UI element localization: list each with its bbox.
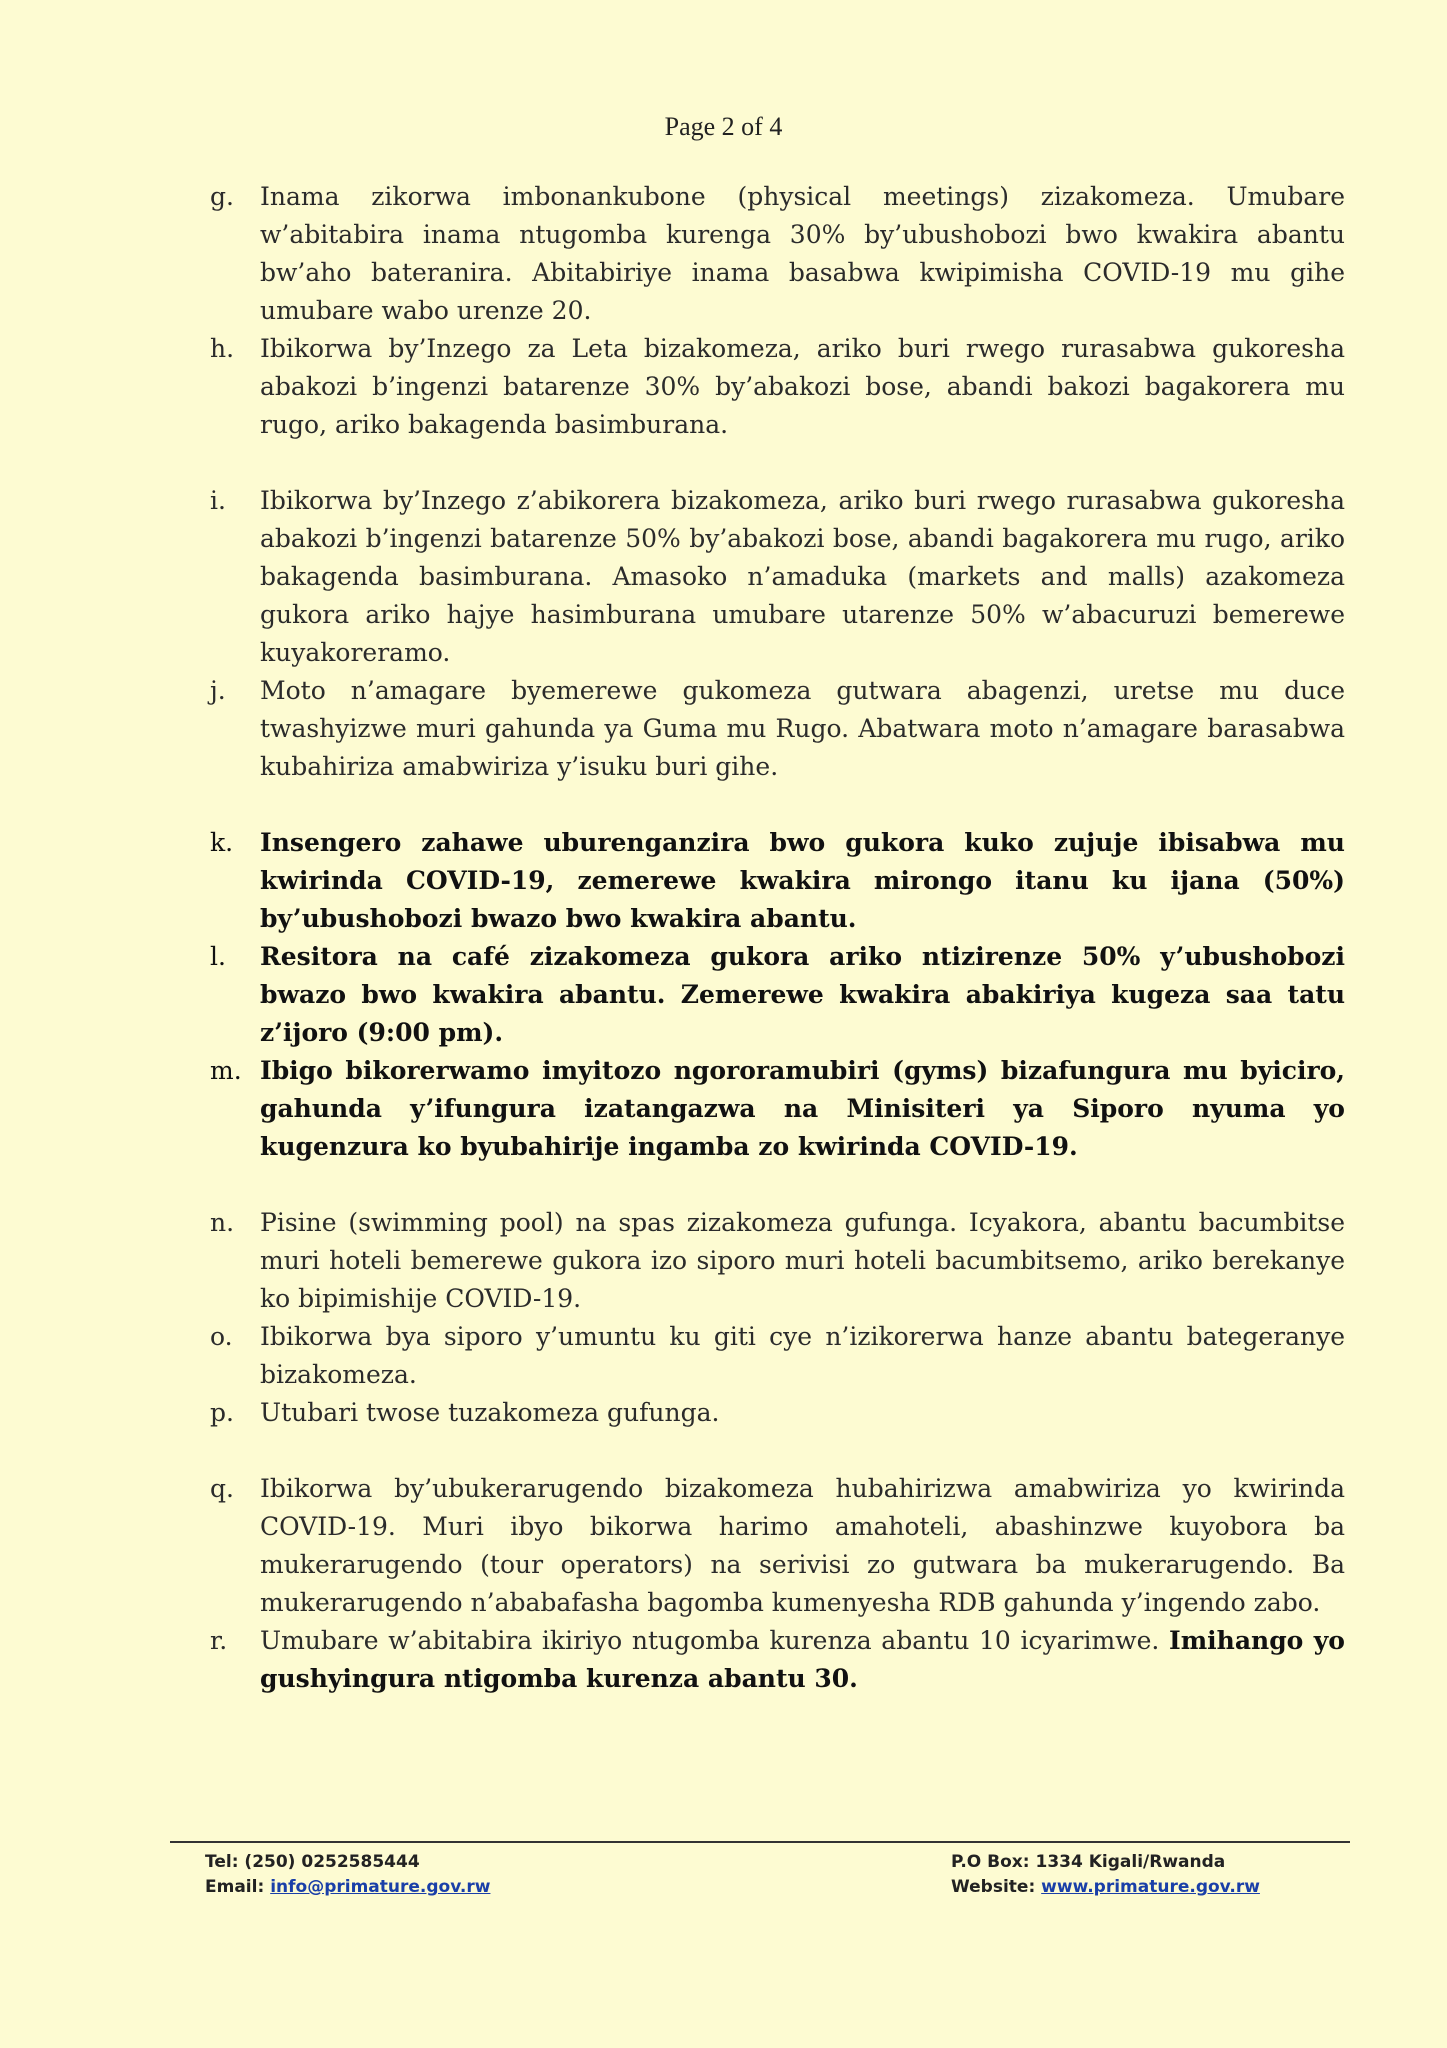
list-item-q bbox=[210, 1470, 1345, 1622]
list-item-n bbox=[210, 1204, 1345, 1318]
item-letter: m. bbox=[210, 1056, 242, 1085]
list-item-p bbox=[210, 1394, 1345, 1432]
item-letter: p. bbox=[210, 1398, 234, 1427]
list-item-m bbox=[210, 1052, 1345, 1166]
item-text: Utubari twose tuzakomeza gufunga. bbox=[260, 1398, 720, 1427]
item-text: Moto n’amagare byemerewe gukomeza gutwara abagenzi, uretse mu duce twashyizwe muri gahunda ya Guma mu Rugo. Abatwara moto n’amagare barasabwa kubahiriza amabwiriza y’isuku buri gihe. bbox=[260, 676, 1345, 781]
item-text: Resitora na café zizakomeza gukora ariko ntizirenze 50% y’ubushobozi bwazo bwo kwakira abantu. Zemerewe kwakira abakiriya kugeza saa tatu z’ijoro (9:00 pm). bbox=[260, 942, 1345, 1047]
pobox-label: P.O Box: bbox=[951, 1852, 1030, 1872]
footer-divider bbox=[170, 1841, 1350, 1843]
tel-value: (250) 0252585444 bbox=[244, 1852, 420, 1872]
item-text: Ibikorwa by’ubukerarugendo bizakomeza hubahirizwa amabwiriza yo kwirinda COVID-19. Muri ibyo bikorwa harimo amahoteli, abashinzwe kuyobora ba mukerarugendo (tour operators) na serivisi zo gutwara ba mukerarugendo. Ba mukerarugendo n’ababafasha bagomba kumenyesha RDB gahunda y’ingendo zabo. bbox=[260, 1474, 1345, 1617]
email-label: Email: bbox=[205, 1877, 265, 1897]
item-text: Inama zikorwa imbonankubone (physical meetings) zizakomeza. Umubare w’abitabira inama ntugomba kurenga 30% by’ubushobozi bwo kwakira abantu bw’aho bateranira. Abitabiriye inama basabwa kwipimisha COVID-19 mu gihe umubare wabo urenze 20. bbox=[260, 182, 1345, 325]
page-number: Page 2 of 4 bbox=[664, 112, 783, 141]
item-letter: g. bbox=[210, 182, 234, 211]
list-item-o bbox=[210, 1318, 1345, 1394]
item-text: Umubare w’abitabira ikiriyo ntugomba kurenza abantu 10 icyarimwe. bbox=[260, 1626, 1160, 1655]
list-item-k bbox=[210, 824, 1345, 938]
list-item-l bbox=[210, 938, 1345, 1052]
list-item-j bbox=[210, 672, 1345, 786]
item-letter: r. bbox=[210, 1626, 228, 1655]
item-text: Ibikorwa by’Inzego za Leta bizakomeza, ariko buri rwego rurasabwa gukoresha abakozi b’ingenzi batarenze 30% by’abakozi bose, abandi bakozi bagakorera mu rugo, ariko bakagenda basimburana. bbox=[260, 334, 1345, 439]
list-item-g bbox=[210, 178, 1345, 330]
item-letter: k. bbox=[210, 828, 234, 857]
item-text: Pisine (swimming pool) na spas zizakomeza gufunga. Icyakora, abantu bacumbitse muri hoteli bemerewe gukora izo siporo muri hoteli bacumbitsemo, ariko berekanye ko bipimishije COVID-19. bbox=[260, 1208, 1345, 1313]
document-body bbox=[210, 178, 1345, 1698]
website-link[interactable]: www.primature.gov.rw bbox=[1041, 1877, 1260, 1897]
item-letter: h. bbox=[210, 334, 235, 363]
footer-contact-right bbox=[951, 1850, 1260, 1900]
item-letter: i. bbox=[210, 486, 226, 515]
item-text: Ibigo bikorerwamo imyitozo ngororamubiri (gyms) bizafungura mu byiciro, gahunda y’ifungura izatangazwa na Minisiteri ya Siporo nyuma yo kugenzura ko byubahirije ingamba zo kwirinda COVID-19. bbox=[260, 1056, 1345, 1161]
item-bold-text: Imihango yo gushyingura ntigomba kurenza abantu 30. bbox=[260, 1626, 1345, 1693]
item-letter: n. bbox=[210, 1208, 235, 1237]
pobox-value: 1334 Kigali/Rwanda bbox=[1035, 1852, 1226, 1872]
item-text: Ibikorwa by’Inzego z’abikorera bizakomeza, ariko buri rwego rurasabwa gukoresha abakozi b’ingenzi batarenze 50% by’abakozi bose, abandi bagakorera mu rugo, ariko bakagenda basimburana. Amasoko n’amaduka (markets and malls) azakomeza gukora ariko hajye hasimburana umubare utarenze 50% w’abacuruzi bemerewe kuyakoreramo. bbox=[260, 486, 1345, 667]
website-label: Website: bbox=[951, 1877, 1036, 1897]
list-item-h bbox=[210, 330, 1345, 444]
item-letter: j. bbox=[210, 676, 226, 705]
item-text: Ibikorwa bya siporo y’umuntu ku giti cye n’izikorerwa hanze abantu bategeranye bizakomeza. bbox=[260, 1322, 1345, 1389]
footer-contact-left bbox=[205, 1850, 490, 1900]
list-item-r bbox=[210, 1622, 1345, 1698]
item-letter: l. bbox=[210, 942, 226, 971]
item-letter: q. bbox=[210, 1474, 234, 1503]
email-link[interactable]: info@primature.gov.rw bbox=[270, 1877, 491, 1897]
item-text: Insengero zahawe uburenganzira bwo gukora kuko zujuje ibisabwa mu kwirinda COVID-19, zemerewe kwakira mirongo itanu ku ijana (50%) by’ubushobozi bwazo bwo kwakira abantu. bbox=[260, 828, 1345, 933]
tel-label: Tel: bbox=[205, 1852, 239, 1872]
item-letter: o. bbox=[210, 1322, 233, 1351]
list-item-i bbox=[210, 482, 1345, 672]
